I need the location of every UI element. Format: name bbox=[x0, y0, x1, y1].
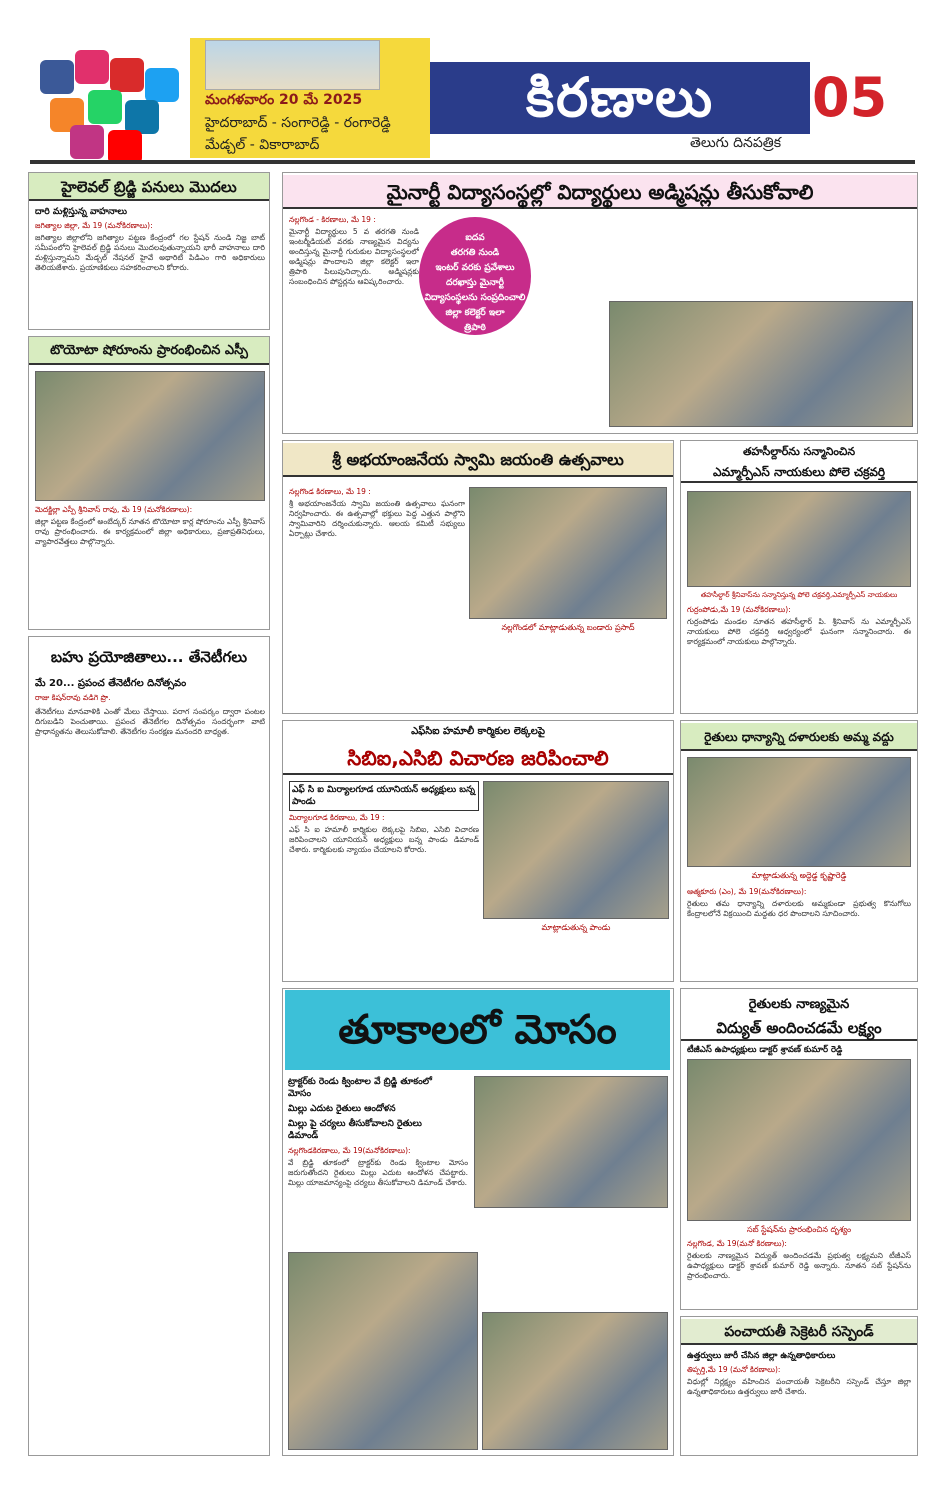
bridge-subhead: దారి మళ్లిస్తున్న వాహనాలు bbox=[35, 207, 128, 217]
toyota-caption: మెదక్జిల్లా ఎస్పీ శ్రీనివాస్ రావు, మే 19 (మనోకిరణాలు): bbox=[35, 505, 193, 514]
circle-line-4: దరఖాస్తు మైనార్టీ bbox=[446, 278, 504, 288]
tukalu-body: వే బ్రిడ్జి తూకంలో ట్రాక్టర్‌కు రెండు క్వింటాల మోసం జరుగుతోందని రైతులు మిల్లు ఎదుట ఆందోళన చేపట్టారు. మిల్లు యాజమాన్యంపై చర్యలు తీసుకోవాలని డిమాండ్ చేశారు. bbox=[288, 1158, 468, 1187]
toyota-article bbox=[28, 336, 270, 630]
edition-places bbox=[205, 112, 425, 156]
electricity-article bbox=[680, 988, 918, 1310]
city-skyline-image bbox=[205, 40, 380, 90]
tukalu-bullet-1-line-1: ట్రాక్టర్‌కు రెండు క్వింటాల వే బ్రిడ్జి తూకంలో bbox=[288, 1077, 432, 1087]
toyota-headline: టొయోటా షోరూంను ప్రారంభించిన ఎస్పీ bbox=[29, 337, 269, 365]
tenetigalu-article bbox=[28, 636, 270, 1456]
panchayat-subhead: ఉత్తర్వులు జారీ చేసిన జిల్లా ఉన్నతాధికారులు bbox=[687, 1351, 836, 1361]
tukalu-photo-1 bbox=[474, 1076, 668, 1208]
hamali-dateline: మిర్యాలగూడ కిరణాలు, మే 19 : bbox=[289, 813, 385, 822]
issue-date: మంగళవారం 20 మే 2025 bbox=[205, 92, 363, 108]
tahsildar-headline-1: తహసీల్దార్‌ను సన్మానించిన bbox=[742, 445, 856, 458]
circle-line-7: త్రిపాఠి bbox=[464, 323, 486, 333]
circle-line-3: ఇంటర్ వరకు ప్రవేశాలు bbox=[435, 263, 515, 273]
circle-line-2: తరగతి నుండి bbox=[450, 248, 500, 258]
hamali-photo bbox=[483, 781, 669, 919]
tahsildar-dateline: గుర్రంపోడు,మే 19 (మనోకిరణాలు): bbox=[687, 605, 791, 614]
social-media-cubes-logo bbox=[30, 40, 185, 160]
newspaper-title: కిరణాలు bbox=[430, 62, 810, 134]
panchayat-body: విధుల్లో నిర్లక్ష్యం వహించిన పంచాయతీ సెక్రెటరీని సస్పెండ్ చేస్తూ జిల్లా ఉన్నతాధికారులు ఉత్తర్వులు జారీ చేశారు. bbox=[687, 1377, 911, 1396]
bridge-dateline: జగిత్యాల జిల్లా, మే 19 (మనోకిరణాలు): bbox=[35, 221, 153, 230]
electricity-body: రైతులకు నాణ్యమైన విద్యుత్ అందించడమే ప్రభుత్వ లక్ష్యమని టీజీఎస్ ఉపాధ్యక్షులు డాక్టర్ శ్రావణ్ కుమార్ రెడ్డి అన్నారు. నూతన సబ్ స్టేషన్‌ను ప్రారంభించారు. bbox=[687, 1251, 911, 1280]
tukalu-headline: తూకాలలో మోసం bbox=[285, 990, 670, 1070]
tukalu-bullet-3-line-2: డిమాండ్ bbox=[288, 1131, 319, 1141]
tukalu-bullet-3 bbox=[288, 1118, 468, 1142]
tukalu-bullet-1 bbox=[288, 1076, 468, 1100]
minority-body: మైనార్టీ విద్యార్థులు 5 వ తరగతి నుండి ఇంటర్మీడియట్ వరకు నాణ్యమైన విద్యను అందిస్తున్న మైనార్టీ గురుకుల విద్యాసంస్థలలో అడ్మిషన్లు పొందాలని జిల్లా కలెక్టర్ ఇలా త్రిపాఠి పిలుపునిచ్చారు. అడ్మిషన్లకు సంబంధించిన పోస్టర్లను ఆవిష్కరించారు. bbox=[289, 227, 419, 286]
tahsildar-article bbox=[680, 440, 918, 714]
panchayat-dateline: తిప్పర్తి,మే 19 (మనో కిరణాలు): bbox=[687, 1365, 781, 1374]
masthead-rule bbox=[30, 160, 915, 164]
hamali-subhead: ఎఫ్ సి ఐ మిర్యాలగూడ యూనియన్ అధ్యక్షులు బన్న పాండు bbox=[289, 781, 479, 811]
farmers-body: రైతులు తమ ధాన్యాన్ని దళారులకు అమ్మకుండా ప్రభుత్వ కొనుగోలు కేంద్రాలలోనే విక్రయించి మద్దతు ధర పొందాలని సూచించారు. bbox=[687, 899, 911, 918]
tahsildar-headline-2: ఎమ్మార్పీఎస్ నాయకులు పోలె చక్రవర్తి bbox=[681, 461, 917, 483]
bridge-body: జగిత్యాల జిల్లాలోని జగిత్యాల పట్టణ కేంద్రంలో గల స్టేషన్ నుండి నిజ్జ బాట్ సమీపంలోని హైలెవల్ బ్రిడ్జి పనులు మొదలవుతున్నాయని భారీ వాహనాలు దారి మళ్లిస్తున్నామని మేడ్చల్ నేషనల్ హైవే అథారిటీ పిడిఎం గారి అధికారులు తెలియజేశారు. ప్రయాణికులు సహకరించాలని కోరారు. bbox=[35, 233, 265, 272]
minority-headline: మైనార్టీ విద్యాసంస్థల్లో విద్యార్థులు అడ్మిషన్లు తీసుకోవాలి bbox=[283, 175, 917, 209]
tenetigalu-headline: బహు ప్రయోజితాలు... తేనెటీగలు bbox=[50, 648, 248, 666]
panchayat-article bbox=[680, 1316, 918, 1456]
minority-highlight-circle bbox=[419, 217, 531, 335]
electricity-headline-2: విద్యుత్ అందించడమే లక్ష్యం bbox=[681, 1015, 917, 1041]
abhaya-dateline: నల్లగొండ కిరణాలు, మే 19 : bbox=[289, 487, 371, 496]
minority-dateline: నల్లగొండ - కిరణాలు, మే 19 : bbox=[289, 215, 376, 224]
toyota-photo bbox=[35, 371, 265, 501]
electricity-dateline: నల్లగొండ, మే 19(మనో కిరణాలు): bbox=[687, 1239, 787, 1248]
hamali-caption: మాట్లాడుతున్న పాండు bbox=[541, 923, 611, 932]
tahsildar-caption: తహసీల్దార్ శ్రీనివాస్‌ను సన్మానిస్తున్న పోలె చక్రవర్తి,ఎమ్మార్పీఎస్ నాయకులు bbox=[700, 591, 898, 599]
tenetigalu-subhead: మే 20... ప్రపంచ తేనెటీగల దినోత్సవం bbox=[35, 678, 187, 689]
abhaya-article bbox=[282, 440, 674, 714]
electricity-headline-1: రైతులకు నాణ్యమైన bbox=[748, 997, 850, 1012]
places-line-2: మేడ్చల్ - వికారాబాద్ bbox=[205, 137, 320, 153]
tukalu-bullet-2: మిల్లు ఎదుట రైతులు ఆందోళన bbox=[288, 1104, 396, 1114]
farmers-dateline: ఆత్మకూరు (ఎం), మే 19(మనోకిరణాలు): bbox=[687, 887, 807, 896]
tenetigalu-body: తేనెటీగలు మానవాళికి ఎంతో మేలు చేస్తాయి. పరాగ సంపర్కం ద్వారా పంటల దిగుబడిని పెంచుతాయి. ప్రపంచ తేనెటీగల దినోత్సవం సందర్భంగా వాటి ప్రాధాన్యతను తెలుసుకోవాలి. తేనెటీగల సంరక్షణ మనందరి బాధ్యత. bbox=[35, 707, 265, 736]
page-number: 05 bbox=[812, 66, 888, 129]
electricity-caption: సబ్ స్టేషన్‌ను ప్రారంభించిన దృశ్యం bbox=[746, 1225, 852, 1234]
hamali-body: ఎఫ్ సి ఐ హమాలీ కార్మికుల లెక్కలపై సిబిఐ, ఎసిబి విచారణ జరిపించాలని యూనియన్ అధ్యక్షులు బన్న పాండు డిమాండ్ చేశారు. కార్మికులకు న్యాయం చేయాలని కోరారు. bbox=[289, 825, 479, 854]
circle-line-6: జిల్లా కలెక్టర్ ఇలా bbox=[445, 308, 505, 318]
electricity-subhead: టీజీఎస్ ఉపాధ్యక్షులు డాక్టర్ శ్రావణ్ కుమార్ రెడ్డి bbox=[687, 1045, 843, 1055]
hamali-article bbox=[282, 720, 674, 982]
places-line-1: హైదరాబాద్ - సంగారెడ్డి - రంగారెడ్డి bbox=[205, 115, 391, 131]
tukalu-bullet-3-line-1: మిల్లు పై చర్యలు తీసుకోవాలని రైతులు bbox=[288, 1119, 422, 1129]
circle-line-5: విద్యాసంస్థలను సంప్రదించాలి bbox=[424, 293, 526, 303]
newspaper-subtitle: తెలుగు దినపత్రిక bbox=[690, 135, 782, 151]
panchayat-headline: పంచాయతీ సెక్రెటరీ సస్పెండ్ bbox=[681, 1319, 917, 1345]
tukalu-bullet-1-line-2: మోసం bbox=[288, 1089, 312, 1099]
tenetigalu-byline: రాజు కిషన్‌రావు వడిగె ప్రొ. bbox=[35, 693, 111, 702]
toyota-body: జిల్లా పట్టణ కేంద్రంలో అంబేద్కర్ నూతన టొయోటా కార్ల షోరూంను ఎస్పీ శ్రీనివాస్ రావు ప్రారంభించారు. ఈ కార్యక్రమంలో జిల్లా అధికారులు, ప్రజాప్రతినిధులు, వ్యాపారవేత్తలు పాల్గొన్నారు. bbox=[35, 517, 265, 546]
farmers-article bbox=[680, 720, 918, 982]
circle-line-1: ఐదవ bbox=[465, 233, 485, 243]
abhaya-headline: శ్రీ అభయాంజనేయ స్వామి జయంతి ఉత్సవాలు bbox=[283, 443, 673, 477]
hamali-headline-big: సిబిఐ,ఎసిబి విచారణ జరిపించాలి bbox=[283, 741, 673, 775]
abhaya-caption: నల్లగొండలో మాట్లాడుతున్న బండారు ప్రసాద్ bbox=[501, 623, 635, 632]
tukalu-photo-3 bbox=[482, 1312, 668, 1450]
bridge-headline: హైలెవల్ బ్రిడ్జి పనులు మొదలు bbox=[29, 173, 269, 201]
hamali-headline-small: ఎఫ్‌సిఐ హమాలీ కార్మికుల లెక్కలపై bbox=[411, 726, 545, 737]
bridge-article bbox=[28, 172, 270, 330]
tahsildar-body: గుర్రంపోడు మండల నూతన తహసీల్దార్ పి. శ్రీనివాస్ ను ఎమ్మార్పీఎస్ నాయకులు పోలె చక్రవర్తి ఆధ్వర్యంలో ఘనంగా సన్మానించారు. ఈ కార్యక్రమంలో నాయకులు పాల్గొన్నారు. bbox=[687, 617, 911, 646]
tukalu-dateline: నల్లగొండకిరణాలు, మే 19(మనోకిరణాలు): bbox=[288, 1146, 411, 1155]
farmers-photo bbox=[687, 757, 911, 867]
tukalu-photo-2 bbox=[288, 1252, 478, 1450]
electricity-photo bbox=[687, 1059, 911, 1221]
minority-article bbox=[282, 172, 918, 434]
abhaya-body: శ్రీ అభయాంజనేయ స్వామి జయంతి ఉత్సవాలు ఘనంగా నిర్వహించారు. ఈ ఉత్సవాల్లో భక్తులు పెద్ద ఎత్తున పాల్గొని స్వామివారిని దర్శించుకున్నారు. ఆలయ కమిటీ సభ్యులు ఏర్పాట్లు చేశారు. bbox=[289, 499, 465, 538]
farmers-headline: రైతులు ధాన్యాన్ని దళారులకు అమ్మ వద్దు bbox=[681, 723, 917, 751]
tahsildar-photo bbox=[687, 491, 911, 587]
minority-photo bbox=[609, 301, 913, 427]
abhaya-photo bbox=[469, 487, 667, 619]
farmers-caption: మాట్లాడుతున్న అద్దెడ్డ కృష్ణారెడ్డి bbox=[751, 871, 847, 880]
